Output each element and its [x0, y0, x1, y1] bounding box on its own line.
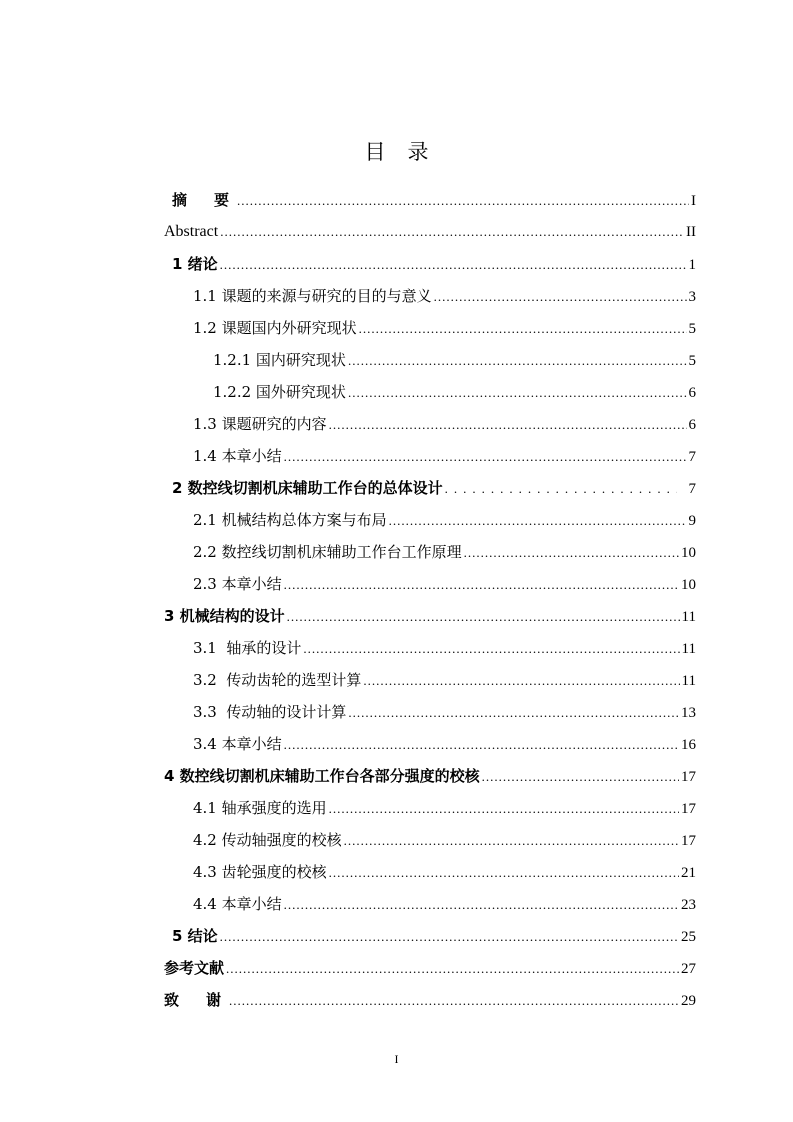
toc-entry-ch1[interactable] [172, 248, 696, 280]
toc-entry-4-1[interactable] [193, 792, 696, 824]
toc-leader-dots [303, 633, 679, 665]
toc-entry-page: 7 [688, 449, 696, 465]
toc-entry-3-1[interactable] [193, 632, 696, 664]
toc-leader-dots [220, 921, 679, 953]
toc-entry-1-4[interactable] [193, 440, 696, 472]
toc-entry-label: 4.1 轴承强度的选用 [193, 799, 327, 817]
toc-entry-4-2[interactable] [193, 824, 696, 856]
page-number: I [394, 1052, 399, 1066]
toc-entry-3-4[interactable] [193, 728, 696, 760]
toc-entry-page: 7 [688, 481, 696, 497]
toc-entry-label: Abstract [164, 223, 219, 240]
toc-entry-page: 17 [681, 801, 696, 817]
toc-entry-abstract-en[interactable] [164, 216, 696, 248]
toc-leader-dots [359, 313, 687, 345]
toc-leader-dots [287, 601, 680, 633]
toc-entry-page: 23 [681, 897, 696, 913]
toc-entry-page: 6 [688, 385, 696, 401]
toc-entry-ch3[interactable] [164, 600, 696, 632]
toc-entry-label: 3.1 轴承的设计 [193, 639, 302, 657]
toc-entry-3-2[interactable] [193, 664, 696, 696]
toc-leader-dots [482, 761, 679, 793]
toc-entry-label: 4.4 本章小结 [193, 895, 282, 913]
toc-entry-label: 1 绪论 [172, 255, 218, 273]
toc-leader-dots [229, 985, 679, 1017]
toc-leader-dots [464, 537, 679, 569]
toc-leader-dots [445, 473, 677, 505]
toc-entry-label: 2 数控线切割机床辅助工作台的总体设计 [172, 479, 443, 497]
toc-entry-ch2[interactable] [172, 472, 696, 504]
toc-entry-page: 27 [681, 961, 696, 977]
toc-entry-2-3[interactable] [193, 568, 696, 600]
toc-leader-dots [363, 665, 679, 697]
toc-leader-dots [284, 729, 679, 761]
toc-entry-label: 1.2.1 国内研究现状 [213, 351, 346, 369]
toc-entry-page: 11 [681, 641, 696, 657]
toc-leader-dots [284, 441, 687, 473]
toc-entry-3-3[interactable] [193, 696, 696, 728]
toc-entry-abstract-cn[interactable] [172, 184, 696, 216]
toc-entry-page: 16 [681, 737, 696, 753]
toc-entry-page: 5 [688, 321, 696, 337]
toc-entry-page: 29 [681, 993, 696, 1009]
toc-leader-dots [389, 505, 687, 537]
toc-leader-dots [329, 857, 679, 889]
toc-entry-page: 5 [688, 353, 696, 369]
toc-entry-label: 4.3 齿轮强度的校核 [193, 863, 327, 881]
toc-entry-page: 17 [681, 769, 696, 785]
toc-entry-4-4[interactable] [193, 888, 696, 920]
toc-title: 目录 [364, 140, 451, 164]
toc-entry-1-2-2[interactable] [213, 376, 696, 408]
toc-entry-references[interactable] [164, 952, 696, 984]
toc-entry-label: 3 机械结构的设计 [164, 607, 285, 625]
toc-entry-ch5[interactable] [172, 920, 696, 952]
toc-leader-dots [226, 953, 679, 985]
toc-entry-label: 4.2 传动轴强度的校核 [193, 831, 342, 849]
toc-leader-dots [329, 793, 679, 825]
toc-entry-2-1[interactable] [193, 504, 696, 536]
toc-entry-label: 2.2 数控线切割机床辅助工作台工作原理 [193, 543, 462, 561]
toc-leader-dots [284, 569, 679, 601]
toc-entry-label: 3.4 本章小结 [193, 735, 282, 753]
toc-entry-label: 1.2.2 国外研究现状 [213, 383, 346, 401]
toc-leader-dots [348, 697, 679, 729]
toc-leader-dots [237, 185, 689, 217]
toc-entry-page: 6 [688, 417, 696, 433]
toc-entry-page: 11 [681, 673, 696, 689]
toc-entry-1-3[interactable] [193, 408, 696, 440]
toc-entry-label: 1.2 课题国内外研究现状 [193, 319, 357, 337]
toc-entry-1-2-1[interactable] [213, 344, 696, 376]
toc-entry-page: 21 [681, 865, 696, 881]
toc-entry-label: 3.3 传动轴的设计计算 [193, 703, 347, 721]
toc-leader-dots [348, 377, 687, 409]
toc-entry-2-2[interactable] [193, 536, 696, 568]
toc-entry-label: 1.4 本章小结 [193, 447, 282, 465]
toc-entry-page: 3 [688, 289, 696, 305]
toc-entry-page: 13 [681, 705, 696, 721]
toc-entry-label: 摘 要 [172, 191, 236, 209]
toc-entry-label: 参考文献 [164, 959, 225, 977]
toc-entry-label: 4 数控线切割机床辅助工作台各部分强度的校核 [164, 767, 480, 785]
toc-entry-1-2[interactable] [193, 312, 696, 344]
toc-entry-4-3[interactable] [193, 856, 696, 888]
toc-entry-page: I [691, 193, 696, 209]
toc-entry-label: 3.2 传动齿轮的选型计算 [193, 671, 362, 689]
toc-leader-dots [220, 249, 687, 281]
toc-leader-dots [329, 409, 687, 441]
toc-leader-dots [434, 281, 687, 313]
toc-leader-dots [220, 216, 684, 248]
toc-entry-page: 25 [681, 929, 696, 945]
toc-entry-label: 2.3 本章小结 [193, 575, 282, 593]
toc-entry-label: 1.1 课题的来源与研究的目的与意义 [193, 287, 432, 305]
toc-entry-page: 1 [688, 257, 696, 273]
toc-entry-page: 11 [681, 609, 696, 625]
toc-entry-page: II [686, 224, 696, 240]
toc-leader-dots [284, 889, 679, 921]
toc-leader-dots [348, 345, 687, 377]
toc-entry-label: 致 谢 [164, 991, 228, 1009]
toc-entry-page: 10 [681, 577, 696, 593]
toc-leader-dots [344, 825, 679, 857]
toc-entry-ch4[interactable] [164, 760, 696, 792]
toc-entry-page: 17 [681, 833, 696, 849]
toc-entry-page: 9 [688, 513, 696, 529]
toc-entry-label: 1.3 课题研究的内容 [193, 415, 327, 433]
toc-entry-acknowledgements[interactable] [164, 984, 696, 1016]
toc-entry-1-1[interactable] [193, 280, 696, 312]
toc-entry-page: 10 [681, 545, 696, 561]
toc-entry-label: 2.1 机械结构总体方案与布局 [193, 511, 387, 529]
toc-entry-label: 5 结论 [172, 927, 218, 945]
